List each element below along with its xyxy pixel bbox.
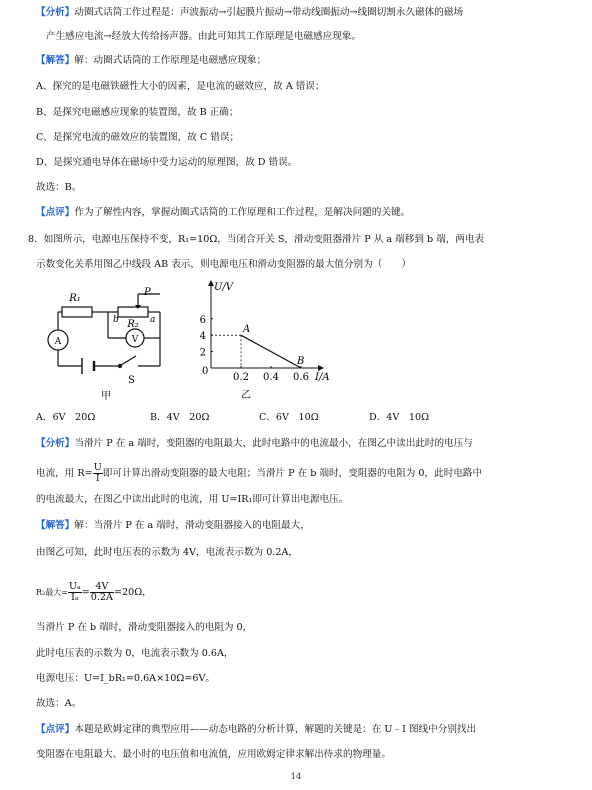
q8-analysis-line-2: 电流，用 R= $\frac{U}{I}$ 即可计算出滑动变阻器的最大电阻；当滑片 P 在 b 端时，变阻器的电阻为 0，此时电路中 <box>36 462 483 484</box>
ammeter-label: A <box>54 337 62 347</box>
switch-icon <box>121 356 136 365</box>
fraction-ua-over-ia: $\frac{\text{Uₐ}}{\text{Iₐ}}$ <box>68 581 81 603</box>
analysis-tag: 【分析】 <box>36 7 75 18</box>
label-s: S <box>128 375 135 386</box>
fraction-u-over-i: $\frac{U}{I}$ <box>93 462 102 484</box>
option-c: C．6V 10Ω <box>259 412 319 423</box>
figure-caption-yi: 乙 <box>241 390 251 401</box>
q8-comment-line-1: 【点评】本题是欧姆定律的典型应用——动态电路的分析计算，解题的关键是：在 U﹣I 图线中分别找出 <box>36 724 477 735</box>
figure-caption-jia: 甲 <box>101 391 111 402</box>
q7-choose: 故选：B。 <box>36 182 82 193</box>
point-b-label: B <box>297 356 305 367</box>
answer-tag: 【解答】 <box>36 55 75 66</box>
option-d: D．4V 10Ω <box>369 412 430 423</box>
y-tick-label: 4 <box>199 331 206 343</box>
q8-stem-line-1: 8．如图所示，电源电压保持不变，R₁=10Ω，当闭合开关 S，滑动变阻器滑片 P 从 a 端移到 b 端，两电表 <box>28 234 485 245</box>
x-tick-label: 0.6 <box>293 372 309 383</box>
q8-answer-line-1: 【解答】解：当滑片 P 在 a 端时，滑动变阻器接入的电阻最大， <box>36 520 310 531</box>
y-tick-label: 2 <box>199 347 206 359</box>
q7-comment: 【点评】作为了解性内容，掌握动圈式话筒的工作原理和工作过程，是解决问题的关键。 <box>36 207 411 218</box>
x-axis-label: I/A <box>315 372 330 383</box>
q7-analysis-line-2: 产生感应电流→经放大传给扬声器。由此可知其工作原理是电磁感应现象。 <box>46 31 362 42</box>
label-b: b <box>113 315 119 325</box>
label-r1: R₁ <box>69 293 81 304</box>
q8-analysis-line-3: 的电流最大，在图乙中读出此时的电流，用 U=IR₁即可计算出电源电压。 <box>36 494 349 505</box>
segment-ab <box>241 335 301 368</box>
comment-tag: 【点评】 <box>36 724 75 735</box>
q8-comment-line-2: 变阻器在电阻最大、最小时的电压值和电流值，应用欧姆定律求解出待求的物理量。 <box>36 749 391 760</box>
analysis-tag: 【分析】 <box>36 438 75 449</box>
voltmeter-label: V <box>131 335 139 345</box>
q8-answer-line-3: 当滑片 P 在 b 端时，滑动变阻器接入的电阻为 0， <box>36 622 253 633</box>
page-number: 14 <box>290 772 302 782</box>
answer-tag: 【解答】 <box>36 520 75 531</box>
q7-analysis-line-1: 【分析】动圈式话筒工作过程是：声波振动→引起膜片振动→带动线圈振动→线圈切割永久磁体的磁场 <box>36 7 464 18</box>
comment-tag: 【点评】 <box>36 207 75 218</box>
q7-answer-intro: 【解答】解：动圈式话筒的工作原理是电磁感应现象； <box>36 55 267 66</box>
q8-stem-line-2: 示数变化关系用图乙中线段 AB 表示，则电源电压和滑动变阻器的最大值分别为（ ） <box>36 259 412 270</box>
q8-answer-line-5: 电源电压：U=I_bR₁=0.6A×10Ω=6V。 <box>36 673 215 684</box>
point-a-label: A <box>243 324 251 336</box>
origin-label: 0 <box>202 366 209 377</box>
y-axis-label: U/V <box>214 282 234 293</box>
ui-graph <box>194 278 350 404</box>
q8-answer-line-4: 此时电压表的示数为 0，电流表示数为 0.6A， <box>36 648 234 659</box>
circuit-diagram <box>36 282 172 404</box>
option-b: B．4V 20Ω <box>150 412 210 423</box>
q8-choose: 故选：A。 <box>36 698 82 709</box>
q8-answer-line-2: 由图乙可知，此时电压表的示数为 4V，电流表示数为 0.2A， <box>36 547 298 558</box>
option-a: A．6V 20Ω <box>36 412 96 423</box>
q8-analysis-line-1: 【分析】当滑片 P 在 a 端时，变阻器的电阻最大，此时电路中的电流最小，在图乙中读出此时的电压与 <box>36 438 473 449</box>
x-tick-label: 0.4 <box>263 372 279 383</box>
q7-answer-b: B、是探究电磁感应现象的装置图，故 B 正确； <box>36 107 239 118</box>
fraction-4v-over-02a: $\frac{4V}{0.2A}$ <box>90 581 113 603</box>
label-a: a <box>150 315 156 325</box>
q7-answer-c: C、是探究电流的磁效应的装置图，故 C 错误； <box>36 132 240 143</box>
label-r2: R₂ <box>127 319 139 330</box>
x-tick-label: 0.2 <box>233 372 249 383</box>
resistor-r2 <box>118 307 148 317</box>
q7-answer-a: A、探究的是电磁铁磁性大小的因素，是电流的磁效应，故 A 错误； <box>36 81 325 92</box>
y-tick-label: 6 <box>199 314 206 326</box>
q7-answer-d: D、是探究通电导体在磁场中受力运动的原理图，故 D 错误。 <box>36 157 298 168</box>
q8-formula: R₂最大= $\frac{\text{Uₐ}}{\text{Iₐ}}$ = $\frac{4V}{0.2A}$ =20Ω， <box>36 581 152 603</box>
label-p: P <box>144 287 151 298</box>
resistor-r1 <box>62 307 92 317</box>
